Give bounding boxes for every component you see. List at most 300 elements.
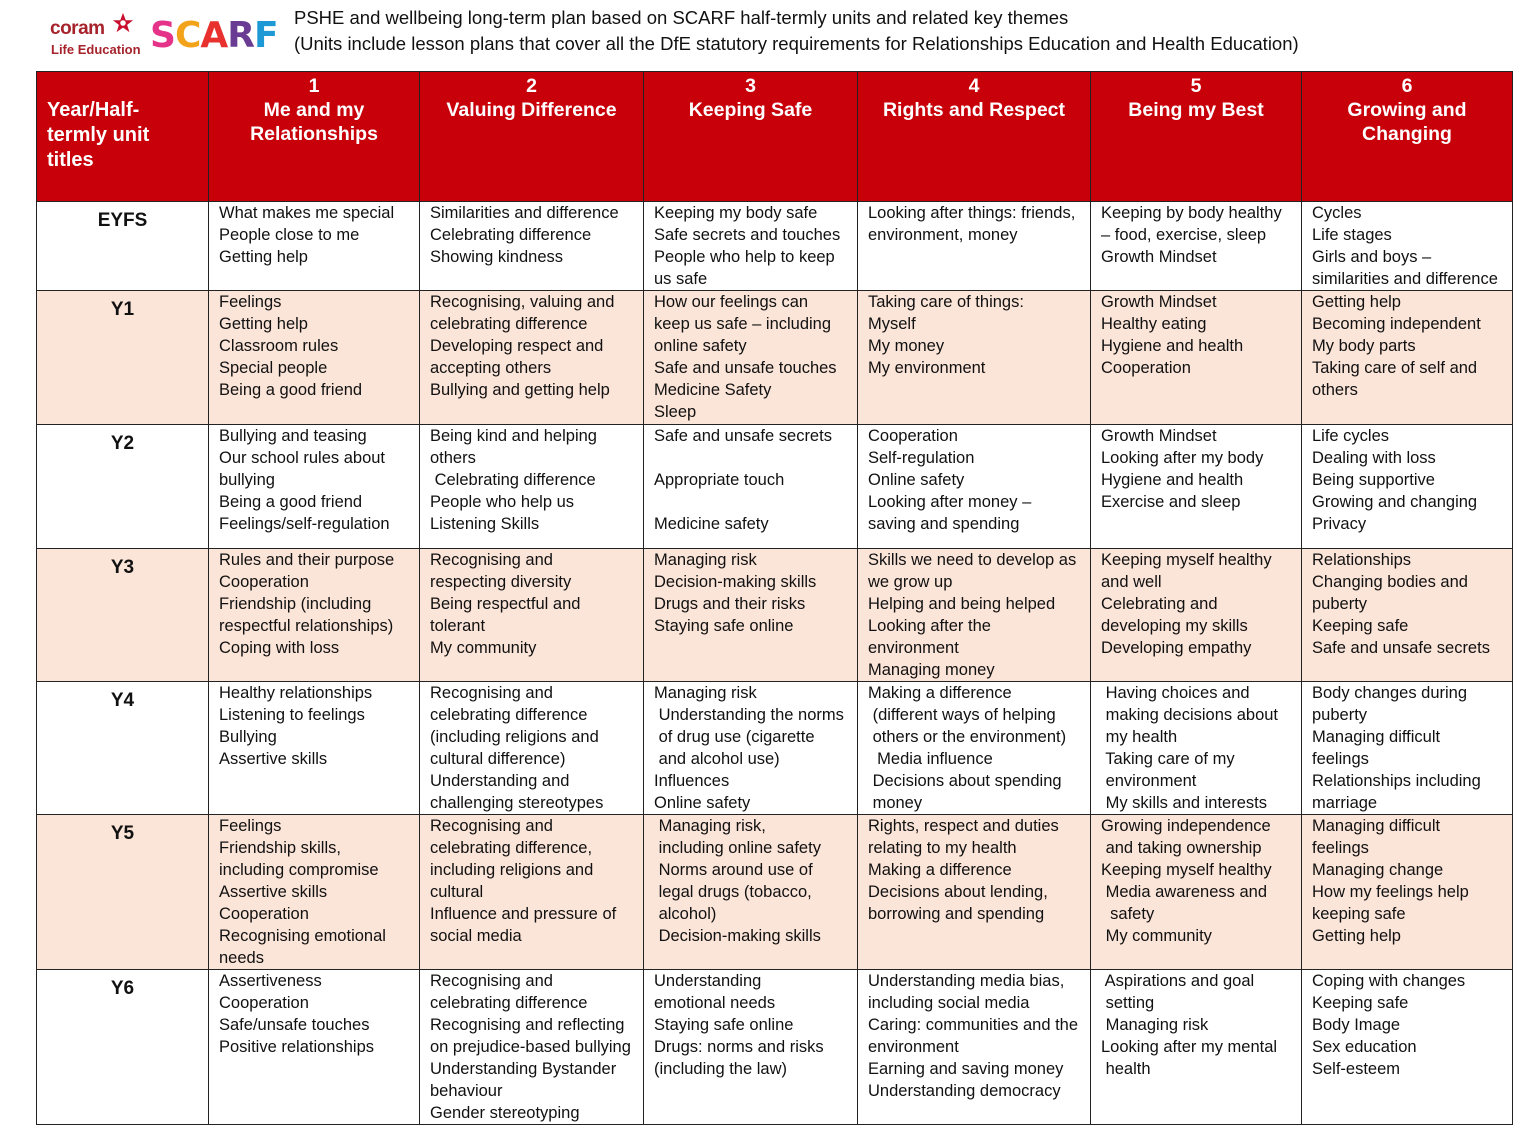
theme-item: Growing independence	[1101, 817, 1271, 835]
unit-title: Me and my	[263, 99, 365, 121]
year-label: Y3	[37, 549, 209, 682]
theme-item: Assertive skills	[219, 750, 328, 768]
theme-item: (including the law)	[654, 1060, 787, 1078]
theme-item: behaviour	[430, 1082, 503, 1100]
theme-item: Decisions about lending,	[868, 883, 1048, 901]
theme-item: My community	[430, 639, 537, 657]
theme-item: keeping safe	[1312, 905, 1406, 923]
theme-item: we grow up	[868, 573, 953, 591]
theme-item: – food, exercise, sleep	[1101, 226, 1267, 244]
theme-cell	[858, 549, 1091, 682]
theme-item: Self-esteem	[1312, 1060, 1401, 1078]
theme-item: Understanding the norms	[654, 706, 844, 724]
theme-item: borrowing and spending	[868, 905, 1045, 923]
theme-item: Online safety	[868, 471, 965, 489]
unit-header-3	[644, 72, 858, 202]
theme-item: Aspirations and goal	[1101, 972, 1255, 990]
theme-cell	[1302, 549, 1513, 682]
theme-item: Media awareness and	[1101, 883, 1268, 901]
theme-item: Showing kindness	[430, 248, 563, 266]
theme-item: Girls and boys –	[1312, 248, 1432, 266]
theme-item: Medicine safety	[654, 515, 769, 533]
theme-item: Decision-making skills	[654, 927, 821, 945]
theme-item: My money	[868, 337, 945, 355]
theme-item: Making a difference	[868, 861, 1012, 879]
table-row	[37, 202, 1513, 291]
theme-item: (including religions and	[430, 728, 599, 746]
theme-item: saving and spending	[868, 515, 1020, 533]
theme-item: Recognising emotional	[219, 927, 386, 945]
theme-item: including compromise	[219, 861, 379, 879]
theme-item: Self-regulation	[868, 449, 975, 467]
theme-item: Getting help	[1312, 927, 1401, 945]
unit-header-4	[858, 72, 1091, 202]
theme-item: Rules and their purpose	[219, 551, 395, 569]
theme-item: making decisions about	[1101, 706, 1279, 724]
theme-item: Celebrating and	[1101, 595, 1218, 613]
coram-logo	[50, 18, 145, 60]
title-line-2: (Units include lesson plans that cover all the DfE statutory requirements for Relationships Education and Health Education)	[294, 33, 1299, 54]
unit-title: Growing and	[1347, 99, 1467, 121]
theme-item: Feelings	[219, 817, 282, 835]
theme-cell	[644, 549, 858, 682]
scarf-logo: SCARF	[150, 15, 278, 56]
theme-cell	[209, 682, 420, 815]
theme-cell	[209, 549, 420, 682]
theme-item: setting	[1101, 994, 1155, 1012]
theme-item: Coping with changes	[1312, 972, 1466, 990]
theme-item: Online safety	[654, 794, 751, 812]
theme-item: Relationships	[1312, 551, 1412, 569]
theme-item: health	[1101, 1060, 1151, 1078]
theme-cell	[1091, 291, 1302, 425]
theme-item: People close to me	[219, 226, 360, 244]
theme-cell	[858, 202, 1091, 291]
theme-cell	[644, 291, 858, 425]
theme-item: others	[430, 449, 476, 467]
theme-item: including religions and	[430, 861, 594, 879]
theme-item: Cooperation	[219, 573, 309, 591]
theme-item: Decision-making skills	[654, 573, 817, 591]
theme-item: environment	[868, 639, 959, 657]
unit-number: 6	[1401, 75, 1413, 97]
theme-item: cultural	[430, 883, 484, 901]
theme-cell	[858, 425, 1091, 549]
theme-item: others or the environment)	[868, 728, 1067, 746]
theme-item: Looking after money –	[868, 493, 1032, 511]
theme-item: emotional needs	[654, 994, 776, 1012]
theme-item: Healthy eating	[1101, 315, 1207, 333]
theme-item: Developing empathy	[1101, 639, 1252, 657]
theme-item: Managing money	[868, 661, 995, 679]
theme-item: Body Image	[1312, 1016, 1401, 1034]
theme-item: Keeping safe	[1312, 617, 1409, 635]
theme-item: Recognising and	[430, 684, 553, 702]
theme-item: Assertiveness	[219, 972, 322, 990]
theme-cell	[1302, 970, 1513, 1125]
theme-cell	[1091, 970, 1302, 1125]
theme-item: Staying safe online	[654, 617, 794, 635]
theme-item: celebrating difference	[430, 706, 588, 724]
logos	[48, 12, 278, 60]
theme-item: Looking after the	[868, 617, 991, 635]
theme-item: Relationships including	[1312, 772, 1481, 790]
unit-number: 2	[526, 75, 537, 97]
theme-cell	[858, 970, 1091, 1125]
unit-header-6	[1302, 72, 1513, 202]
theme-item: including social media	[868, 994, 1030, 1012]
theme-item: Keeping myself healthy	[1101, 551, 1272, 569]
theme-item: My environment	[868, 359, 986, 377]
theme-item: Getting help	[219, 315, 308, 333]
theme-item: and taking ownership	[1101, 839, 1262, 857]
theme-item: People who help to keep	[654, 248, 835, 266]
theme-item: My skills and interests	[1101, 794, 1267, 812]
theme-item: Celebrating difference	[430, 471, 596, 489]
unit-number: 1	[308, 75, 320, 97]
theme-item: Special people	[219, 359, 328, 377]
header-row	[37, 72, 1513, 202]
theme-item: Body changes during	[1312, 684, 1468, 702]
star-icon	[112, 12, 134, 34]
corner-label-line: titles	[47, 149, 94, 171]
unit-number: 5	[1190, 75, 1202, 97]
theme-item: Growth Mindset	[1101, 293, 1217, 311]
theme-cell	[420, 549, 644, 682]
theme-item: and alcohol use)	[654, 750, 780, 768]
theme-item: Managing risk,	[654, 817, 766, 835]
theme-item: cultural difference)	[430, 750, 566, 768]
theme-item: Making a difference	[868, 684, 1012, 702]
table-row	[37, 291, 1513, 425]
unit-header-1	[209, 72, 420, 202]
theme-item: Friendship (including	[219, 595, 372, 613]
theme-cell	[1302, 291, 1513, 425]
theme-item: alcohol)	[654, 905, 717, 923]
theme-cell	[858, 815, 1091, 970]
theme-item: Dealing with loss	[1312, 449, 1436, 467]
theme-item: What makes me special	[219, 204, 395, 222]
corner-header	[37, 72, 209, 202]
theme-item: Safe and unsafe touches	[654, 359, 837, 377]
theme-item: Listening Skills	[430, 515, 540, 533]
theme-item: Managing difficult	[1312, 728, 1441, 746]
theme-cell	[420, 291, 644, 425]
theme-item: Having choices and	[1101, 684, 1250, 702]
unit-number: 3	[745, 75, 756, 97]
theme-item: People who help us	[430, 493, 575, 511]
unit-title: Changing	[1362, 123, 1452, 145]
theme-item: Keeping my body safe	[654, 204, 818, 222]
theme-item: puberty	[1312, 706, 1368, 724]
theme-item: Being supportive	[1312, 471, 1435, 489]
theme-item: How our feelings can	[654, 293, 809, 311]
theme-item: Drugs and their risks	[654, 595, 806, 613]
theme-item: Helping and being helped	[868, 595, 1056, 613]
theme-item: Privacy	[1312, 515, 1367, 533]
theme-item: Earning and saving money	[868, 1060, 1064, 1078]
theme-item: Cooperation	[868, 427, 958, 445]
theme-item: tolerant	[430, 617, 486, 635]
theme-item	[654, 447, 851, 469]
theme-cell	[644, 202, 858, 291]
theme-item: celebrating difference,	[430, 839, 593, 857]
theme-cell	[209, 815, 420, 970]
theme-cell	[1302, 815, 1513, 970]
theme-item: Staying safe online	[654, 1016, 794, 1034]
unit-number: 4	[968, 75, 980, 97]
theme-item: Cooperation	[1101, 359, 1191, 377]
year-label: EYFS	[37, 202, 209, 291]
theme-cell	[644, 425, 858, 549]
table-row	[37, 682, 1513, 815]
coram-wordmark: coram	[50, 18, 105, 39]
theme-item: Bullying and teasing	[219, 427, 367, 445]
table-row	[37, 549, 1513, 682]
theme-item: Norms around use of	[654, 861, 813, 879]
theme-item: Rights, respect and duties	[868, 817, 1059, 835]
unit-title: Being my Best	[1128, 99, 1264, 121]
theme-item: Skills we need to develop as	[868, 551, 1077, 569]
theme-item: Recognising and	[430, 551, 553, 569]
corner-label-line: Year/Half-	[47, 99, 140, 121]
theme-cell	[420, 970, 644, 1125]
theme-item: my health	[1101, 728, 1178, 746]
theme-item: Keeping by body healthy	[1101, 204, 1282, 222]
theme-cell	[209, 202, 420, 291]
theme-item: Managing risk	[654, 684, 757, 702]
theme-item: celebrating difference	[430, 994, 588, 1012]
theme-item: Being a good friend	[219, 493, 363, 511]
theme-cell	[1302, 425, 1513, 549]
theme-item: Understanding	[654, 972, 762, 990]
theme-item: Classroom rules	[219, 337, 339, 355]
theme-item: Coping with loss	[219, 639, 340, 657]
theme-item: Understanding and	[430, 772, 570, 790]
theme-item: My body parts	[1312, 337, 1416, 355]
theme-item: Managing difficult	[1312, 817, 1441, 835]
table-row	[37, 970, 1513, 1125]
theme-item: respecting diversity	[430, 573, 572, 591]
theme-item: Looking after things: friends,	[868, 204, 1076, 222]
theme-item: Cooperation	[219, 994, 309, 1012]
theme-item: celebrating difference	[430, 315, 588, 333]
theme-item: Being respectful and	[430, 595, 581, 613]
theme-item: environment, money	[868, 226, 1018, 244]
theme-item: Understanding democracy	[868, 1082, 1061, 1100]
theme-item: Media influence	[868, 750, 993, 768]
theme-item: Assertive skills	[219, 883, 328, 901]
theme-item: developing my skills	[1101, 617, 1248, 635]
unit-header-2	[420, 72, 644, 202]
theme-cell	[1302, 202, 1513, 291]
theme-item: similarities and difference	[1312, 270, 1498, 288]
theme-item: including online safety	[654, 839, 821, 857]
theme-item: Influences	[654, 772, 730, 790]
theme-item: environment	[1101, 772, 1197, 790]
unit-title: Valuing Difference	[446, 99, 617, 121]
theme-item: Drugs: norms and risks	[654, 1038, 824, 1056]
theme-cell	[209, 425, 420, 549]
theme-item: Bullying	[219, 728, 277, 746]
theme-item: Recognising and reflecting	[430, 1016, 625, 1034]
theme-item: Caring: communities and the	[868, 1016, 1079, 1034]
theme-item: Growth Mindset	[1101, 248, 1217, 266]
theme-item: Sleep	[654, 403, 697, 421]
theme-item: Exercise and sleep	[1101, 493, 1241, 511]
theme-cell	[209, 291, 420, 425]
theme-item: safety	[1101, 905, 1155, 923]
theme-cell	[858, 291, 1091, 425]
theme-cell	[1302, 682, 1513, 815]
theme-cell	[420, 682, 644, 815]
theme-item: accepting others	[430, 359, 552, 377]
theme-item: Sex education	[1312, 1038, 1417, 1056]
theme-item: us safe	[654, 270, 708, 288]
theme-item: Myself	[868, 315, 916, 333]
theme-item: Listening to feelings	[219, 706, 365, 724]
theme-item: Developing respect and	[430, 337, 604, 355]
theme-cell	[1091, 202, 1302, 291]
theme-item: puberty	[1312, 595, 1368, 613]
theme-item: Safe/unsafe touches	[219, 1016, 370, 1034]
theme-item: Similarities and difference	[430, 204, 619, 222]
theme-item: My community	[1101, 927, 1212, 945]
theme-item: Bullying and getting help	[430, 381, 610, 399]
theme-cell	[644, 682, 858, 815]
theme-item: and well	[1101, 573, 1162, 591]
theme-item: Growing and changing	[1312, 493, 1478, 511]
theme-item: Our school rules about	[219, 449, 386, 467]
theme-item: respectful relationships)	[219, 617, 394, 635]
theme-item: Celebrating difference	[430, 226, 592, 244]
theme-item: Feelings	[219, 293, 282, 311]
theme-item: Cycles	[1312, 204, 1362, 222]
theme-cell	[420, 202, 644, 291]
theme-item: Taking care of my	[1101, 750, 1235, 768]
theme-cell	[1091, 425, 1302, 549]
theme-item: Feelings/self-regulation	[219, 515, 390, 533]
theme-item: Gender stereotyping	[430, 1104, 580, 1122]
theme-item: Understanding Bystander	[430, 1060, 617, 1078]
theme-item: Looking after my body	[1101, 449, 1264, 467]
theme-item: feelings	[1312, 750, 1369, 768]
theme-item: Safe and unsafe secrets	[654, 427, 832, 445]
theme-cell	[644, 815, 858, 970]
theme-item: Safe and unsafe secrets	[1312, 639, 1490, 657]
theme-item: Influence and pressure of	[430, 905, 617, 923]
corner-label-line: termly unit	[47, 124, 150, 146]
theme-cell	[420, 425, 644, 549]
unit-title: Relationships	[250, 123, 378, 145]
theme-item: Being a good friend	[219, 381, 363, 399]
coram-subtitle: Life Education	[51, 42, 141, 57]
theme-item: Keeping safe	[1312, 994, 1409, 1012]
page-title	[294, 5, 1299, 57]
theme-item: environment	[868, 1038, 959, 1056]
theme-cell	[1091, 549, 1302, 682]
theme-item: Decisions about spending	[868, 772, 1062, 790]
theme-item: (different ways of helping	[868, 706, 1056, 724]
theme-item	[654, 491, 851, 513]
year-label: Y4	[37, 682, 209, 815]
theme-cell	[420, 815, 644, 970]
theme-item: bullying	[219, 471, 275, 489]
year-label: Y1	[37, 291, 209, 425]
year-label: Y6	[37, 970, 209, 1125]
long-term-plan-table	[36, 71, 1513, 1125]
table-row	[37, 815, 1513, 970]
theme-item: Getting help	[219, 248, 308, 266]
theme-item: Getting help	[1312, 293, 1401, 311]
theme-item: Managing risk	[654, 551, 757, 569]
theme-item: Hygiene and health	[1101, 337, 1244, 355]
theme-item: Changing bodies and	[1312, 573, 1468, 591]
theme-item: Keeping myself healthy	[1101, 861, 1272, 879]
theme-item: Being kind and helping	[430, 427, 597, 445]
theme-item: Becoming independent	[1312, 315, 1481, 333]
theme-cell	[209, 970, 420, 1125]
theme-item: Looking after my mental	[1101, 1038, 1278, 1056]
theme-item: on prejudice-based bullying	[430, 1038, 631, 1056]
theme-item: How my feelings help	[1312, 883, 1469, 901]
theme-item: of drug use (cigarette	[654, 728, 815, 746]
theme-item: Safe secrets and touches	[654, 226, 841, 244]
theme-cell	[644, 970, 858, 1125]
theme-item: feelings	[1312, 839, 1369, 857]
table-row	[37, 425, 1513, 549]
theme-item: Positive relationships	[219, 1038, 374, 1056]
theme-item: money	[868, 794, 923, 812]
theme-item: Medicine Safety	[654, 381, 772, 399]
title-line-1: PSHE and wellbeing long-term plan based on SCARF half-termly units and related key themes	[294, 7, 1069, 28]
theme-item: relating to my health	[868, 839, 1017, 857]
theme-item: Taking care of things:	[868, 293, 1024, 311]
theme-item: needs	[219, 949, 264, 967]
year-label: Y2	[37, 425, 209, 549]
theme-item: Appropriate touch	[654, 471, 785, 489]
theme-item: Life cycles	[1312, 427, 1390, 445]
unit-title: Keeping Safe	[688, 99, 813, 121]
theme-item: Recognising and	[430, 972, 553, 990]
theme-item: Growth Mindset	[1101, 427, 1217, 445]
theme-item: challenging stereotypes	[430, 794, 604, 812]
theme-item: social media	[430, 927, 522, 945]
theme-item: Life stages	[1312, 226, 1392, 244]
theme-item: Hygiene and health	[1101, 471, 1244, 489]
theme-item: others	[1312, 381, 1358, 399]
theme-item: Recognising, valuing and	[430, 293, 615, 311]
theme-item: Understanding media bias,	[868, 972, 1065, 990]
unit-header-5	[1091, 72, 1302, 202]
theme-cell	[858, 682, 1091, 815]
theme-item: legal drugs (tobacco,	[654, 883, 812, 901]
theme-cell	[1091, 815, 1302, 970]
theme-item: Recognising and	[430, 817, 553, 835]
theme-item: Taking care of self and	[1312, 359, 1478, 377]
unit-title: Rights and Respect	[882, 99, 1066, 121]
year-label: Y5	[37, 815, 209, 970]
theme-item: Managing risk	[1101, 1016, 1209, 1034]
theme-item: Managing change	[1312, 861, 1444, 879]
theme-item: Healthy relationships	[219, 684, 373, 702]
theme-item: marriage	[1312, 794, 1378, 812]
theme-item: Friendship skills,	[219, 839, 341, 857]
theme-item: online safety	[654, 337, 747, 355]
theme-item: Cooperation	[219, 905, 309, 923]
theme-item: keep us safe – including	[654, 315, 832, 333]
theme-cell	[1091, 682, 1302, 815]
